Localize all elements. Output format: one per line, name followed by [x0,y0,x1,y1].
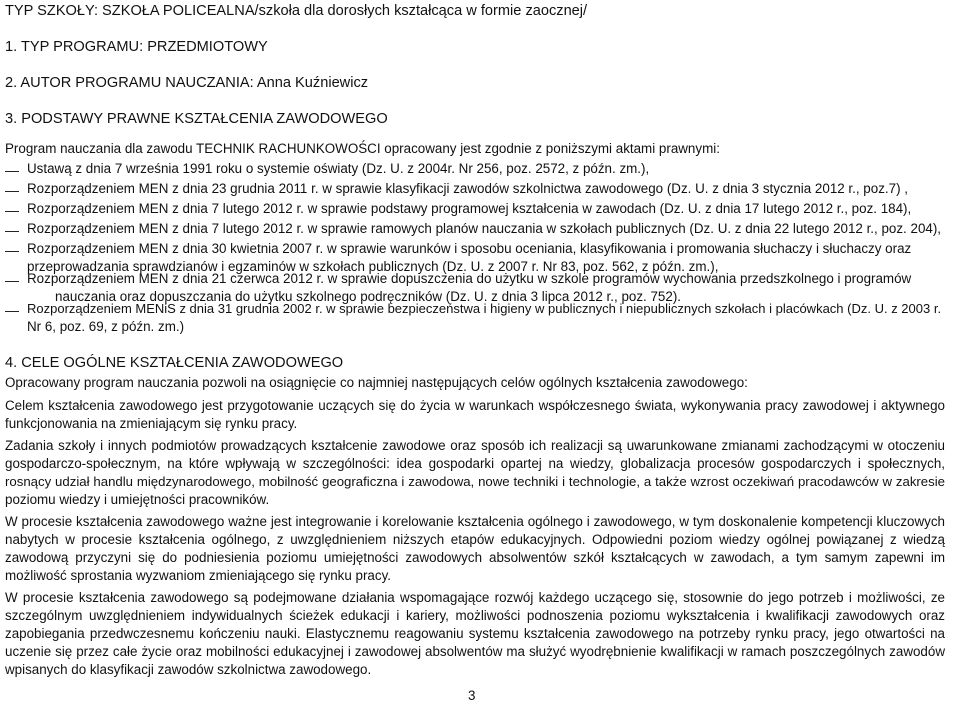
paragraph-line: rosnący udział handlu międzynarodowego, mobilność geograficzna i zawodowa, nowe techniki i technologie, a także wzrost oczekiwań pracodawców w zakresie [5,474,945,489]
legal-item: Ustawą z dnia 7 września 1991 roku o systemie oświaty (Dz. U. z 2004r. Nr 256, poz. 2572, z późn. zm.), [27,161,650,176]
paragraph-line: nabytych w procesie kształcenia ogólnego, z uwzględnieniem niższych etapów edukacyjnych. Odpowiedni poziom wiedzy ogólnej powiązanej z wiedzą [5,532,945,547]
paragraph-line: uczenie się przez całe życie oraz mobilności edukacyjnej i zawodowej absolwentów ma służyć wyodrębnienie kwalifikacji w ramach poszczególnych zawodów [5,644,945,659]
paragraph-line: Celem kształcenia zawodowego jest przygotowanie uczących się do życia w warunkach współczesnego świata, wykonywania pracy zawodowej i aktywnego [5,398,945,413]
legal-item-continuation: Nr 6, poz. 69, z późn. zm.) [27,319,185,334]
list-dash [5,251,19,252]
list-dash [5,231,19,232]
legal-item: Rozporządzeniem MENiS z dnia 31 grudnia 2002 r. w sprawie bezpieczeństwa i higieny w publicznych i niepublicznych szkołach i placówkach (Dz. U. z 2003 r. [27,301,942,316]
legal-item: Rozporządzeniem MEN z dnia 30 kwietnia 2007 r. w sprawie warunków i sposobu oceniania, klasyfikowania i promowania słuchaczy i słuchaczy oraz [27,241,912,256]
paragraph-line-last: poziomu wiedzy i umiejętności pracowników. [5,492,270,507]
paragraph-line: W procesie kształcenia zawodowego ważne jest integrowanie i korelowanie kształcenia ogólnego i zawodowego, w tym doskonalenie kompetencji kluczowych [5,514,945,529]
list-dash [5,211,19,212]
paragraph-line: gospodarczo-społecznym, na które wpływają w szczególności: idea gospodarki opartej na wiedzy, globalizacja procesów gospodarczych i społecznych, [5,456,945,471]
list-dash [5,171,19,172]
list-dash [5,311,19,312]
general-goals-heading: 4. CELE OGÓLNE KSZTAŁCENIA ZAWODOWEGO [5,355,344,371]
school-type-line: TYP SZKOŁY: SZKOŁA POLICEALNA/szkoła dla dorosłych kształcąca w formie zaocznej/ [5,3,588,19]
list-dash [5,191,19,192]
legal-basis-heading: 3. PODSTAWY PRAWNE KSZTAŁCENIA ZAWODOWEGO [5,111,388,127]
legal-item-continuation: przeprowadzania sprawdzianów i egzaminów w szkołach publicznych (Dz. U. z 2007 r. Nr 83, poz. 562, z późn. zm.), [27,259,719,274]
paragraph-line: szczególnym uwzględnieniem indywidualnych ścieżek edukacji i kariery, możliwości podnoszenia poziomu wykształcenia i kwalifikacji zawodowych oraz [5,608,945,623]
list-dash [5,281,19,282]
general-goals-intro: Opracowany program nauczania pozwoli na osiągnięcie co najmniej następujących celów ogólnych kształcenia zawodowego: [5,375,748,390]
legal-intro-text: Program nauczania dla zawodu TECHNIK RACHUNKOWOŚCI opracowany jest zgodnie z poniższymi aktami prawnymi: [5,141,720,156]
legal-item-continuation: nauczania oraz dopuszczania do użytku szkolnego podręczników (Dz. U. z dnia 3 lipca 2012 r., poz. 752). [55,289,681,304]
paragraph-line: Zadania szkoły i innych podmiotów prowadzących kształcenie zawodowe oraz sposób ich realizacji są uwarunkowane zmianami zachodzącymi w otoczeniu [5,438,945,453]
paragraph-line: W procesie kształcenia zawodowego są podejmowane działania wspomagające rozwój każdego uczącego się, stosownie do jego potrzeb i możliwości, ze [5,590,945,605]
paragraph-line: zapobiegania przedwczesnemu kończeniu nauki. Elastycznemu reagowaniu systemu kształcenia zawodowego na potrzeby rynku pracy, jego otwartości na [5,626,945,641]
legal-item: Rozporządzeniem MEN z dnia 23 grudnia 2011 r. w sprawie klasyfikacji zawodów szkolnictwa zawodowego (Dz. U. z dnia 3 stycznia 2012 r., poz.7) , [27,181,908,196]
program-type-heading: 1. TYP PROGRAMU: PRZEDMIOTOWY [5,39,268,55]
legal-item: Rozporządzeniem MEN z dnia 7 lutego 2012 r. w sprawie ramowych planów nauczania w szkołach publicznych (Dz. U. z dnia 22 lutego 2012 r., poz. 204), [27,221,942,236]
paragraph-line-last: wpisanych do klasyfikacji zawodów szkolnictwa zawodowego. [5,662,372,677]
paragraph-line-last: funkcjonowania na zmieniającym się rynku pracy. [5,416,298,431]
legal-item: Rozporządzeniem MEN z dnia 21 czerwca 2012 r. w sprawie dopuszczenia do użytku w szkole programów wychowania przedszkolnego i programów [27,271,912,286]
page-number: 3 [468,688,476,703]
program-author-heading: 2. AUTOR PROGRAMU NAUCZANIA: Anna Kuźniewicz [5,75,369,91]
paragraph-line: zawodową przyczyni się do podniesienia poziomu umiejętności zawodowych absolwentów szkół kształcących w zawodach, a tym samym zapewni im [5,550,945,565]
paragraph-line-last: możliwość sprostania wyzwaniom zmieniającego się rynku pracy. [5,568,391,583]
legal-item: Rozporządzeniem MEN z dnia 7 lutego 2012 r. w sprawie podstawy programowej kształcenia w zawodach (Dz. U. z dnia 17 lutego 2012 r., poz. 184), [27,201,912,216]
